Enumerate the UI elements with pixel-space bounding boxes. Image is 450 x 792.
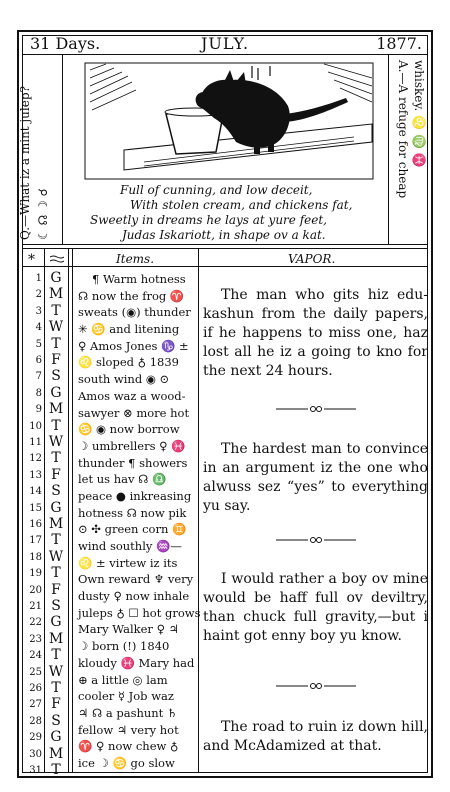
weekday-letter: W bbox=[48, 319, 64, 336]
day-number: 16 bbox=[29, 519, 42, 530]
item-line: ♃ ☊ a pashunt ♄ bbox=[78, 705, 178, 720]
header-rule bbox=[22, 54, 428, 55]
weekday-letter: T bbox=[51, 762, 61, 778]
weekday-letter: M bbox=[48, 401, 64, 418]
caption-line: Sweetly in dreams he lays at yure feet, bbox=[90, 213, 327, 227]
day-number: 17 bbox=[29, 535, 42, 547]
day-number: 24 bbox=[29, 650, 42, 662]
weekday-letter: T bbox=[51, 302, 61, 319]
weekday-letter: W bbox=[48, 663, 64, 680]
day-number: 5 bbox=[35, 338, 42, 350]
item-line: ☽ umbrellers ♀ ♓ bbox=[78, 438, 186, 453]
days-count: 31 Days. bbox=[30, 34, 101, 53]
day-number: 29 bbox=[29, 732, 42, 744]
cat-illustration bbox=[84, 62, 374, 180]
weekday-letter: T bbox=[51, 450, 61, 467]
day-number: 1 bbox=[35, 273, 42, 284]
item-line: Amos waz a wood- bbox=[78, 388, 186, 403]
day-number: 28 bbox=[29, 715, 42, 727]
column-header-rule bbox=[22, 266, 428, 267]
item-line: cooler ☿ Job waz bbox=[78, 689, 174, 704]
illustration-caption bbox=[70, 183, 390, 243]
weekday-column-rule-double bbox=[72, 248, 73, 773]
weekday-letter: S bbox=[51, 483, 61, 500]
items-column-rule bbox=[198, 248, 199, 773]
day-number: 8 bbox=[35, 387, 42, 399]
item-line: ⊕ a little ◎ lam bbox=[78, 672, 168, 687]
day-number: 27 bbox=[29, 699, 42, 711]
day-number: 12 bbox=[29, 453, 42, 465]
item-line: ♈ ♀ now chew ♁ bbox=[78, 739, 179, 754]
day-number: 21 bbox=[29, 601, 42, 612]
ornament-divider bbox=[276, 406, 356, 412]
vapor-paragraph: The road to ruin iz down hill, and McAdamized at that. bbox=[203, 719, 428, 754]
items-column-head: Items. bbox=[116, 252, 155, 266]
item-line: ¶ Warm hotness bbox=[92, 272, 186, 286]
day-number: 26 bbox=[29, 683, 42, 694]
panel-rule-double bbox=[22, 248, 428, 249]
weekday-letter: T bbox=[51, 680, 61, 696]
day-number: 6 bbox=[35, 355, 42, 366]
item-line: ♋ ◉ now borrow bbox=[78, 422, 180, 437]
item-line: ice ☽ ♋ go slow bbox=[78, 756, 175, 770]
side-question: Q.—What iz a mint julep? bbox=[18, 86, 32, 240]
weekday-letter: F bbox=[51, 352, 61, 368]
weekday-column-rule bbox=[68, 248, 69, 773]
day-column-rule bbox=[44, 248, 45, 773]
weekday-letter: W bbox=[48, 434, 64, 450]
weekday-letter: T bbox=[51, 647, 61, 664]
weekday-letter: T bbox=[51, 565, 61, 582]
day-number: 13 bbox=[29, 469, 42, 481]
weekday-letter: T bbox=[51, 335, 61, 352]
item-line: let us hav ☊ ♎ bbox=[78, 472, 167, 487]
day-number: 7 bbox=[35, 371, 42, 383]
vapor-paragraph: I would rather a boy ov mine would be haff full ov deviltry, than chuck full gravity,—but i haint got enny boy yu know. bbox=[203, 571, 428, 644]
vapor-paragraph: The hardest man to convince in an argument iz the one who alwuss sez “yes” to everything yu say. bbox=[203, 441, 428, 514]
item-line: sweats (◉) thunder bbox=[78, 305, 191, 320]
day-number: 4 bbox=[35, 322, 42, 334]
caption-line: With stolen cream, and chickens fat, bbox=[130, 198, 353, 212]
weekday-letter: G bbox=[50, 499, 62, 516]
item-line: south wind ◉ ⊙ bbox=[78, 372, 170, 387]
item-line: wind southly ♒— bbox=[78, 539, 182, 554]
day-number: 20 bbox=[29, 584, 42, 596]
day-number: 15 bbox=[29, 502, 42, 514]
item-line: ♌ sloped ♁ 1839 bbox=[78, 355, 179, 370]
item-line: Mary Walker ♀ ♃ bbox=[78, 622, 179, 637]
item-line: thunder ¶ showers bbox=[78, 455, 188, 470]
left-side-rule bbox=[62, 54, 63, 244]
day-number: 3 bbox=[35, 305, 42, 317]
weekday-letter: M bbox=[48, 516, 64, 532]
side-question-signs: ☾ ☊ ☽ ☌ bbox=[36, 188, 50, 240]
day-number: 30 bbox=[29, 748, 42, 760]
vapor-paragraph: The man who gits hiz edu-kashun from the daily papers, if he happens to miss one, haz lost all he iz a going to kno for the next 24 hours. bbox=[203, 287, 428, 379]
item-line: sawyer ⊗ more hot bbox=[78, 405, 190, 420]
weekday-letter: F bbox=[51, 696, 61, 713]
weekday-letter: S bbox=[51, 712, 61, 729]
weekday-letter: M bbox=[48, 286, 64, 303]
day-number: 22 bbox=[29, 617, 42, 629]
side-answer: A.—A refuge for cheap bbox=[396, 60, 410, 199]
item-line: kloudy ♓ Mary had bbox=[78, 655, 195, 670]
day-number: 9 bbox=[35, 404, 42, 416]
item-line: peace ● inkreasing bbox=[78, 488, 192, 503]
weekday-letter: M bbox=[48, 745, 64, 762]
day-number: 2 bbox=[35, 289, 42, 301]
day-number: 23 bbox=[29, 633, 42, 645]
ornament-divider bbox=[276, 537, 356, 543]
day-number: 14 bbox=[29, 486, 42, 498]
year: 1877. bbox=[376, 34, 422, 53]
item-line: ✳ ♋ and litening bbox=[78, 322, 180, 337]
panel-rule bbox=[22, 244, 428, 245]
wave-icon bbox=[50, 255, 64, 263]
weekday-letter: G bbox=[50, 270, 62, 286]
item-line: Own reward ♆ very bbox=[78, 572, 194, 587]
weekday-letter: W bbox=[48, 548, 64, 565]
item-line: ☊ now the frog ♈ bbox=[78, 288, 185, 303]
item-line: ⊙ ✣ green corn ♊ bbox=[78, 522, 187, 537]
item-line: dusty ♀ now inhale bbox=[78, 589, 190, 604]
item-line: ♀ Amos Jones ♑ ± bbox=[78, 338, 189, 353]
ornament-divider bbox=[276, 683, 356, 689]
weekday-letter: G bbox=[50, 614, 62, 631]
item-line: ♌ ± virtew iz its bbox=[78, 555, 178, 570]
weekday-letter: T bbox=[51, 417, 61, 434]
item-line: ☽ born (!) 1840 bbox=[78, 639, 170, 654]
caption-line: Full of cunning, and low deceit, bbox=[120, 183, 313, 197]
weekday-letter: F bbox=[51, 581, 61, 598]
weekday-letter: G bbox=[50, 729, 62, 746]
day-number: 10 bbox=[29, 420, 42, 432]
item-line: juleps ♁ ☐ hot grows bbox=[78, 605, 201, 620]
day-number: 19 bbox=[29, 568, 42, 580]
item-line: fellow ♃ very hot bbox=[78, 722, 179, 737]
weekday-letter: M bbox=[48, 630, 64, 647]
day-number: 31 bbox=[29, 765, 42, 776]
star-column-head: * bbox=[28, 252, 35, 268]
caption-line: Judas Iskariott, in shape ov a kat. bbox=[122, 228, 326, 242]
month-title: JULY. bbox=[200, 34, 250, 53]
side-answer-signs: whiskey. ♌ ♍ ♓ bbox=[412, 60, 426, 168]
day-number: 11 bbox=[29, 437, 42, 448]
weekday-letter: G bbox=[50, 384, 62, 401]
weekday-letter: F bbox=[51, 466, 61, 483]
weekday-letter: S bbox=[51, 368, 61, 385]
day-number: 25 bbox=[29, 666, 42, 678]
weekday-letter: S bbox=[51, 598, 61, 614]
day-number: 18 bbox=[29, 551, 42, 563]
vapor-column-head: VAPOR. bbox=[288, 252, 336, 266]
item-line: hotness ☊ now pik bbox=[78, 505, 187, 520]
weekday-letter: T bbox=[51, 532, 61, 549]
